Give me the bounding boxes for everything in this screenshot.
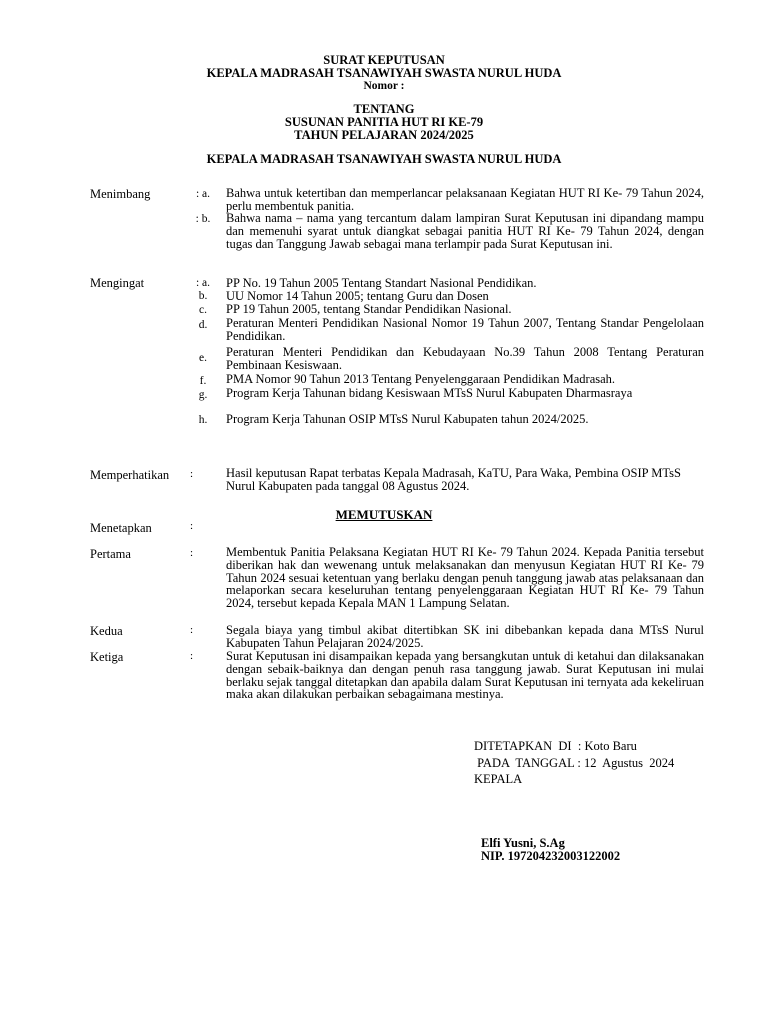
doc-institution: KEPALA MADRASAH TSANAWIYAH SWASTA NURUL HUDA xyxy=(206,66,562,80)
mengingat-letter-c: c. xyxy=(199,304,207,316)
doc-tentang: TENTANG xyxy=(353,102,415,116)
pertama-text: Membentuk Panitia Pelaksana Kegiatan HUT RI Ke- 79 Tahun 2024. Kepada Panitia tersebut diberikan hak dan wewenang untuk melaksanakan dan menyusun Kegiatan HUT RI Ke- 79 Tahun 2024 sesuai ketentuan yang berlaku dengan penuh tanggung jawab atas pelaksanaan dan melaporkan secara keseluruhan tentang penyelenggaraan Kegiatan HUT RI Ke- 79 Tahun 2024, tersebut kepada Kepala MAN 1 Lampung Selatan. xyxy=(226,545,704,611)
kedua-colon: : xyxy=(190,624,194,636)
pertama-colon: : xyxy=(190,547,194,559)
pertama-label: Pertama xyxy=(90,547,131,561)
memperhatikan-text: Hasil keputusan Rapat terbatas Kepala Madrasah, KaTU, Para Waka, Pembina OSIP MTsS Nurul Kabupaten pada tanggal 08 Agustus 2024. xyxy=(226,466,681,493)
mengingat-letter-d: d. xyxy=(198,319,208,331)
menimbang-letter-a: : a. xyxy=(195,188,211,200)
mengingat-text-b: UU Nomor 14 Tahun 2005; tentang Guru dan Dosen xyxy=(226,289,489,303)
pada-tanggal: PADA TANGGAL : 12 Agustus 2024 xyxy=(474,756,675,770)
mengingat-label: Mengingat xyxy=(90,276,145,290)
mengingat-letter-h: h. xyxy=(198,414,208,426)
mengingat-text-g: Program Kerja Tahunan bidang Kesiswaan MTsS Nurul Kabupaten Dharmasraya xyxy=(226,386,633,400)
kepala-title: KEPALA xyxy=(474,772,523,786)
mengingat-letter-b: b. xyxy=(198,290,208,302)
mengingat-letter-a: : a. xyxy=(195,277,211,289)
mengingat-text-h: Program Kerja Tahunan OSIP MTsS Nurul Kabupaten tahun 2024/2025. xyxy=(226,412,589,426)
mengingat-text-c: PP 19 Tahun 2005, tentang Standar Pendidikan Nasional. xyxy=(226,302,512,316)
menimbang-letter-b: : b. xyxy=(195,213,211,225)
kedua-label: Kedua xyxy=(90,624,123,638)
mengingat-letter-g: g. xyxy=(198,389,208,401)
memperhatikan-label: Memperhatikan xyxy=(90,468,170,482)
mengingat-letter-f: f. xyxy=(199,375,207,387)
ketiga-text: Surat Keputusan ini disampaikan kepada yang bersangkutan untuk di ketahui dan dilaksanakan dengan sebaik-baiknya dan dengan penuh rasa tanggung jawab. Surat Keputusan ini mulai berlaku sejak tanggal ditetapkan dan apabila dalam Surat Keputusan ini ternyata ada kekeliruan maka akan dilakukan perbaikan sebagaimana mestinya. xyxy=(226,649,704,702)
mengingat-text-f: PMA Nomor 90 Tahun 2013 Tentang Penyelenggaraan Pendidikan Madrasah. xyxy=(226,372,616,386)
memutuskan-heading: MEMUTUSKAN xyxy=(335,507,433,522)
menetapkan-colon: : xyxy=(190,520,194,532)
menetapkan-label: Menetapkan xyxy=(90,521,152,535)
kedua-text: Segala biaya yang timbul akibat ditertibkan SK ini dibebankan kepada dana MTsS Nurul Kabupaten Tahun Pelajaran 2024/2025. xyxy=(226,623,704,650)
doc-title: SURAT KEPUTUSAN xyxy=(323,53,445,67)
ditetapkan-di: DITETAPKAN DI : Koto Baru xyxy=(474,739,637,753)
doc-subject-2: TAHUN PELAJARAN 2024/2025 xyxy=(294,128,474,142)
ketiga-label: Ketiga xyxy=(90,650,124,664)
doc-subject-1: SUSUNAN PANITIA HUT RI KE-79 xyxy=(284,115,484,129)
mengingat-text-a: PP No. 19 Tahun 2005 Tentang Standart Nasional Pendidikan. xyxy=(226,276,537,290)
signatory-nip: NIP. 197204232003122002 xyxy=(481,849,621,863)
doc-issuer: KEPALA MADRASAH TSANAWIYAH SWASTA NURUL HUDA xyxy=(206,152,562,166)
doc-number: Nomor : xyxy=(363,80,405,92)
ketiga-colon: : xyxy=(190,650,194,662)
menimbang-text-a: Bahwa untuk ketertiban dan memperlancar pelaksanaan Kegiatan HUT RI Ke- 79 Tahun 2024, perlu membentuk panitia. xyxy=(226,186,704,213)
mengingat-text-d: Peraturan Menteri Pendidikan Nasional Nomor 19 Tahun 2007, Tentang Standar Pengelolaan Pendidikan. xyxy=(226,316,704,343)
mengingat-text-e: Peraturan Menteri Pendidikan dan Kebudayaan No.39 Tahun 2008 Tentang Peraturan Pembinaan Kesiswaan. xyxy=(226,345,704,372)
mengingat-letter-e: e. xyxy=(199,352,207,364)
menimbang-label: Menimbang xyxy=(90,187,151,201)
menimbang-text-b: Bahwa nama – nama yang tercantum dalam lampiran Surat Keputusan ini dipandang mampu dan memenuhi syarat untuk diangkat sebagai panitia HUT RI Ke- 79 Tahun 2024, dengan tugas dan Tanggung Jawab sebagai mana terlampir pada Surat Keputusan ini. xyxy=(226,211,704,251)
signatory-name: Elfi Yusni, S.Ag xyxy=(481,836,565,850)
memperhatikan-colon: : xyxy=(190,468,194,480)
